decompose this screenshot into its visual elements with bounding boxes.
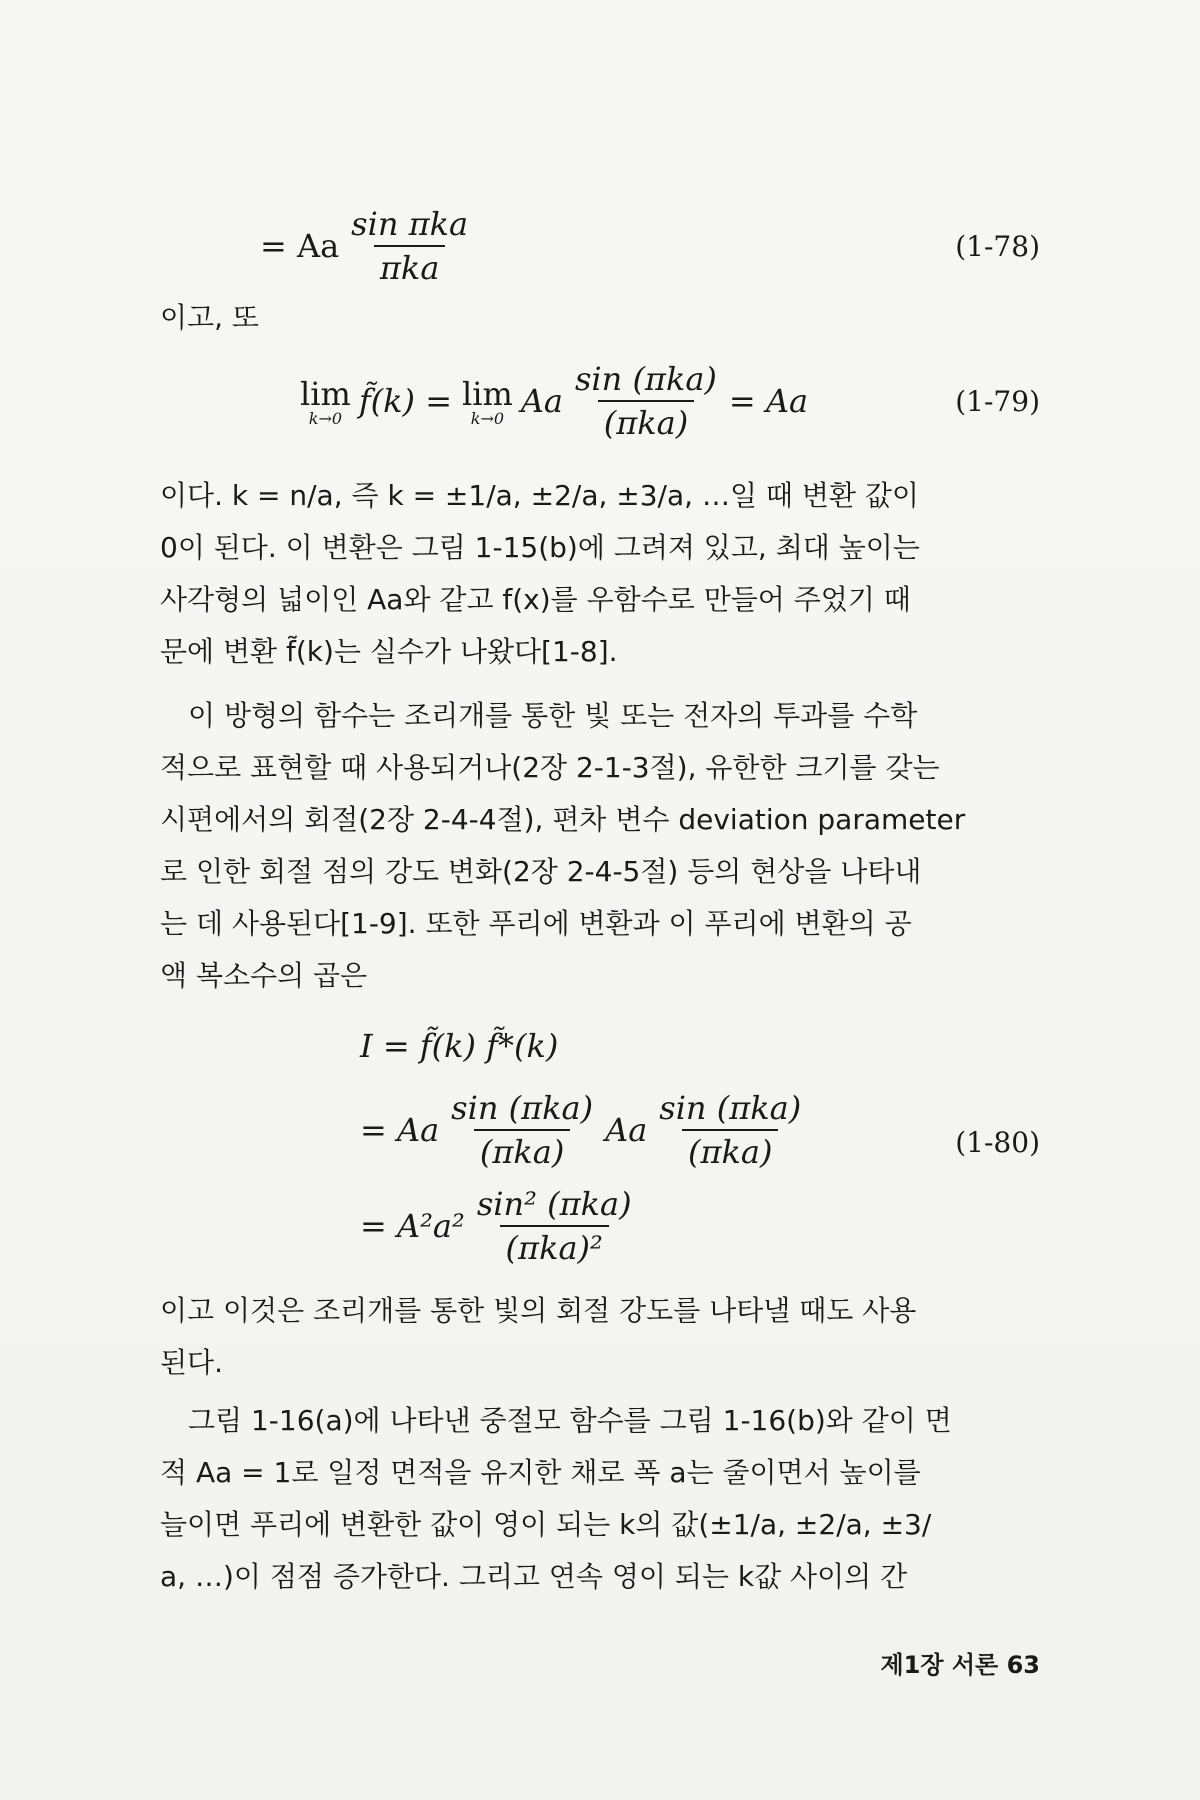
paragraph <box>160 1285 1040 1389</box>
equation-number: (1-80) <box>955 1125 1040 1159</box>
page-footer: 제1장 서론 63 <box>880 1651 1040 1679</box>
book-page <box>120 0 1080 1800</box>
denominator: (πka) <box>598 400 694 442</box>
numerator: sin (πka) <box>575 360 717 398</box>
equation-number: (1-78) <box>955 229 1040 263</box>
paragraph-line: 적으로 표현할 때 사용되거나(2장 2-1-3절), 유한한 크기를 갖는 <box>160 751 940 784</box>
equation-1-80 <box>160 1010 1040 1274</box>
paragraph-line: 사각형의 넓이인 Aa와 같고 f(x)를 우함수로 만들어 주었기 때 <box>160 583 911 616</box>
paragraph-line: 로 인한 회절 점의 강도 변화(2장 2-4-5절) 등의 현상을 나타내 <box>160 855 922 888</box>
paragraph-line: 이고 이것은 조리개를 통한 빛의 회절 강도를 나타낼 때도 사용 <box>160 1294 917 1327</box>
eq-term: = Aa <box>360 1111 440 1149</box>
fraction <box>653 1089 807 1171</box>
numerator: sin (πka) <box>659 1089 802 1127</box>
denominator: (πka)² <box>500 1225 609 1267</box>
equation-body <box>160 1010 890 1274</box>
fraction <box>471 1185 638 1267</box>
eq-line <box>360 1082 813 1178</box>
eq-term: = A²a² <box>360 1207 465 1245</box>
paragraph-line: 된다. <box>160 1346 223 1379</box>
paragraph-line: 이고, 또 <box>160 301 259 334</box>
paragraph-line: 시편에서의 회절(2장 2-4-4절), 편차 변수 deviation parameter <box>160 803 966 836</box>
limit-sub: k→0 <box>308 408 343 428</box>
paragraph <box>160 690 1040 1002</box>
equation-number: (1-79) <box>955 384 1040 418</box>
paragraph-line: 늘이면 푸리에 변환한 값이 영이 되는 k의 값(±1/a, ±2/a, ±3/ <box>160 1508 932 1541</box>
equation-body <box>160 205 890 287</box>
limit-sub: k→0 <box>470 408 505 428</box>
paragraph-line: 이 방형의 함수는 조리개를 통한 빛 또는 전자의 투과를 수학 <box>188 699 918 732</box>
paragraph <box>160 1395 1040 1603</box>
paragraph-line: 문에 변환 f̃(k)는 실수가 나왔다[1-8]. <box>160 635 618 668</box>
eq-term: Aa <box>605 1111 648 1149</box>
eq-lhs: = Aa <box>260 227 340 265</box>
denominator: (πka) <box>474 1129 570 1171</box>
equation-1-78 <box>160 205 1040 287</box>
paragraph-line: 는 데 사용된다[1-9]. 또한 푸리에 변환과 이 푸리에 변환의 공 <box>160 907 912 940</box>
numerator: sin πka <box>351 205 469 243</box>
fraction <box>445 1089 599 1171</box>
limit <box>462 375 513 428</box>
eq-line <box>360 1010 558 1082</box>
eq-rhs: = Aa <box>728 382 809 420</box>
f-expr: f̃(k) = <box>358 382 452 420</box>
aa-term: Aa <box>520 382 563 420</box>
fraction <box>345 205 474 287</box>
text-line <box>160 292 1040 344</box>
limit-label: lim <box>462 374 513 413</box>
paragraph-line: 이다. k = n/a, 즉 k = ±1/a, ±2/a, ±3/a, …일 때 변환 값이 <box>160 479 919 512</box>
paragraph-line: 액 복소수의 곱은 <box>160 959 368 992</box>
numerator: sin (πka) <box>451 1089 594 1127</box>
paragraph <box>160 470 1040 678</box>
eq-line-1: I = f̃(k) f̃*(k) <box>360 1027 559 1065</box>
limit-label: lim <box>300 374 351 413</box>
fraction <box>569 360 723 442</box>
denominator: πka <box>374 245 446 287</box>
denominator: (πka) <box>682 1129 778 1171</box>
paragraph-line: 적 Aa = 1로 일정 면적을 유지한 채로 폭 a는 줄이면서 높이를 <box>160 1456 921 1489</box>
limit <box>300 375 351 428</box>
equation-body <box>160 360 890 442</box>
equation-1-79 <box>160 360 1040 442</box>
eq-line <box>360 1178 644 1274</box>
numerator: sin² (πka) <box>476 1185 632 1223</box>
paragraph-line: a, …)이 점점 증가한다. 그리고 연속 영이 되는 k값 사이의 간 <box>160 1560 908 1593</box>
paragraph-line: 그림 1-16(a)에 나타낸 중절모 함수를 그림 1-16(b)와 같이 면 <box>188 1404 952 1437</box>
paragraph-line: 0이 된다. 이 변환은 그림 1-15(b)에 그려져 있고, 최대 높이는 <box>160 531 920 564</box>
